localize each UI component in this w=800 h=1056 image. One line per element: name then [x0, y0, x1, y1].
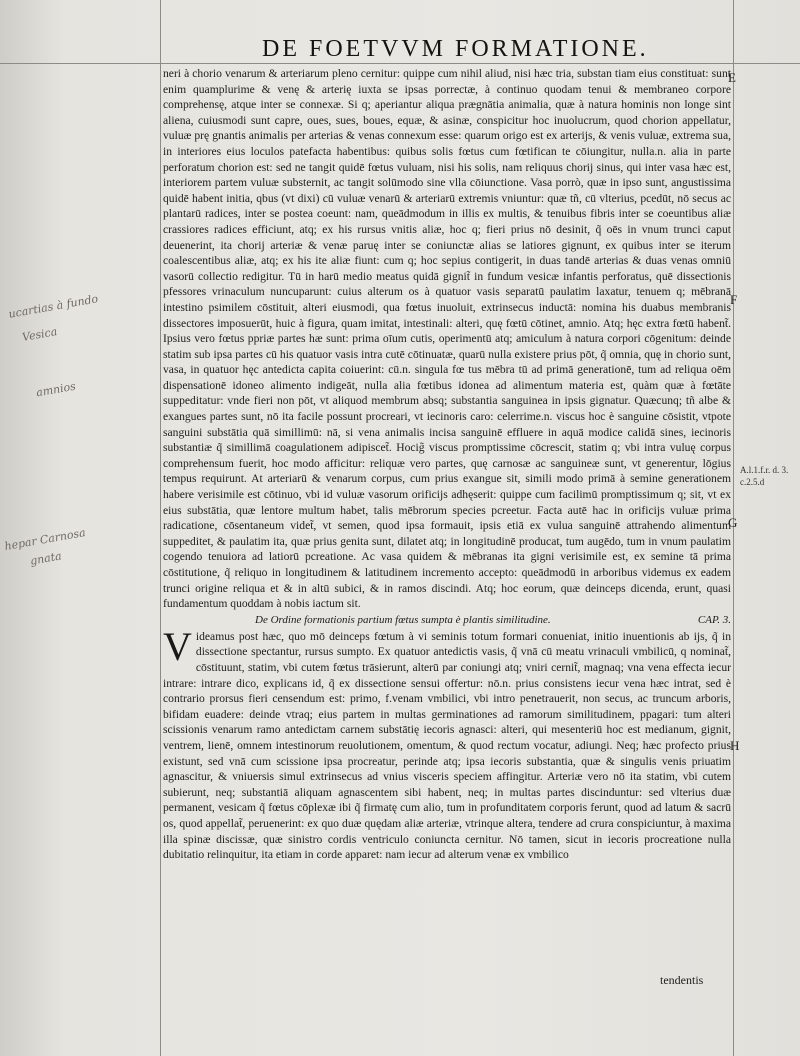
margin-letter-g: G — [728, 515, 738, 530]
margin-letter-h: H — [730, 738, 740, 753]
dropcap: V — [163, 623, 192, 669]
paragraph-1: neri à chorio venarum & arteriarum pleno cernitur: quippe cum nihil aliud, nisi hæc tria, substan tiam eius constituat: sunt enim quamplurime & venę & arterię iuxta se ipsas porrectæ, à continuo quodam tenui & membraneo corpore comprehensę, atque inter se connexæ. Si q; aperiantur aliqua prægnātia animalia, quæ à natura hominis non longe sint aliena, cuiusmodi sunt capre, oues, sues, boues, equæ, & asinæ, conspicitur hoc inuolucrum, quod chorion appellatur, vuluæ prę gnantis animalis per arterias & venas connexum esse: quarum origo est ex arterijs, & venis vuluæ, extrema sua, in interiores eius loculos patefacta habentibus: quibus solis fœtus cum fœtifican te cōiungitur, nulla.n. alia in parte perforatum chorion est: sed ne tangit quidē fœtus vuluam, nisi his solis, nam reliquus chorij sinus, qui inter vasa hæc est, interiorem partem vuluæ substernit, ac tangit solūmodo sine vlla cōiunctione. Vasa porrò, quæ in ipso sunt, angustissima quidē habent initia, qbus (vt dixi) cū vuluæ venarū & arteriarū extremis vniuntur: quæ tñ, cū vlterius, pcedūt, nō secus ac plantarū radices, inter se postea coeunt: nam, queādmodum in illis ex multis, & tenuibus fibris inter se coeuntibus aliæ crassiores radices efficiunt, atq; ex his rursus vnitis aliæ, hoc q; fieri prius nō desinit, q̃ oēs in vnum trunci caput deuenerint, ita chorij arteriæ & venæ paruę inter se coniunctæ alias se latiores gignunt, ex quibus inter se iterum coalescentibus aliæ, atq; ex his ite aliæ fiunt: cum q; hoc sepius contigerit, in duas tandē arterias & duas venas omniū vasorū collectio redigitur. Tū in harū medio meatus quidā gignit̃ in fundum vesicæ infantis perforatus, quē dissectionis pfessores vrinaculum nuncuparunt: cuius alterum os à quatuor vasis separatū paulatim laxatur, tenuem q; mēbranā intestino psimilem cōstituit, alteri eiusmodi, qua fœtus inuoluit, extrinsecus inductā: nomina his duabus membranis dissectores imposuerūt, huic à figura, quam imitat, intestinali: alteri, quę fœtū cōtinet, amnio. Atq; hęc extra fœtū habent̃. Ipsius vero fœtus ppriæ partes hæ sunt: prima oīum cutis, operimentū atq; amiculum à natura corpori cōgenitum: deinde statim sub ipsa partes cū his quatuor vasis intra cutē cōtinuatæ, quarū nulla existere prius pōt, q̃ omnia, quę in chorio sunt, vasa, in quatuor hęc antedicta capita coiuerint: cū.n. singula fœ tus mēbra tū ad primā generationē, tum ad reliqua oēm dispensationē idoneo alimento indigeāt, nulla alia fœtibus idonea ad alimentum materia est, quàm quæ à fœtāte suppeditatur: vnde fieri non pōt, vt aliquod membrum absq; substantia sanguinea in ipsis gignatur. Quæcunq; tñ albe & exangues partes sunt, nō ita facile possunt procreari, vt iecinoris caro: celerrime.n. viscus hoc è sanguine cōsistit, vtpote sanguini substātia quā simillimū: nā, si vena animalis incisa sanguinē effluere in aquā modice calidā sines, iecinoris substantiæ q̃ simillimā coagulationem adipiscet̃. Hocig̃ viscus promptissime cōcrescit, statim q; vbi intra vuluę corpus comprehensum fuerit, hoc modo afficitur: reliquæ vero partes, quę carnosæ ac sanguineæ sunt, vt generentur, lōgius tempus requirunt. At arteriarū & venarum corpus, cum prius exangue sit, simili modo primā à semine generationem habere verisimile est cōtinuo, vbi id vuluæ vasorum orificijs adhęserit: quippe cum facilimū promptissimum q; sit, vt ex eius substātia, quæ lentore multum habet, talis mēbrorum species pcreetur. Facta autē hac in orificijs vuluæ prima radicatione, cōsentaneum videt̃, vt semen, quod ipsa formauit, ipsis etiā ex vulua sanguinē attrahendo alimentum suppeditet, & paulatim ita, quæ prius genita sunt, dilatet atq; in longitudinē producat, tum augēdo, tum in vnum paulatim cogendo tenuiora ad latiorū pcreatione. Ac vasa quidem & mēbranas ita gigni verisimile est, ex semine tā prima cōstitutione, q̃ reliquo in longitudinem & latitudinem incremento accepto: queādmodū in arboribus videmus ex eadem trunci origine reliqua et & in altū subici, & in ramos discindi. Atq; hoc eorum, quæ deinceps dicenda, erunt, quasi fundamentum quoddam à nobis iactum sit. — [163, 67, 731, 611]
running-head: DE FOETVVM FORMATIONE. — [262, 36, 649, 62]
handwritten-note-4: hepar Carnosa — [3, 525, 87, 554]
margin-letter-e: E — [728, 70, 736, 85]
column-rule-left — [160, 0, 161, 1056]
catchword: tendentis — [660, 973, 704, 987]
handwritten-note-2: Vesica — [21, 325, 59, 344]
margin-reference: A.l.1.f.r. d. 3. c.2.5.d — [740, 465, 789, 487]
paragraph-2-text: ideamus post hæc, quo mō deinceps fœtum à vi seminis totum formari conueniat, initio inuentionis ab ijs, q̃ in dissectione spectantur, rursus sumpto. Ex quatuor antedictis vasis, q̃ vnā cū meatu vrinaculi vmbilicū, q nominat̃, cōstituunt, statim, vbi cutem fœtus trāsierunt, alterū par coniungi atq; vniri cernit̃, magnaq; vna vena effecta iecur intrare: intrare dico, explicans id, q̃ ex dissectione sensui offertur: nō.n. prius consistens iecur vena hæc intrat, sed è contrario prorsus fieri censendum est: primo, f.venam vmbilici, vbi intro penetrauerit, non secus, ac truncum arboris, bifidam euadere: deinde vtraq; eius partem in multas germinationes ad ramorum similitudinem, ppagari: tum alteri scissionis venarum ramo antedictam carnem substātię iecoris agnasci: alteri, qui mesenteriū hoc est medianum, gignit, ventrem, lienē, omnem intestinorum reuolutionem, omentum, & quod rectum vocatur, adiungi. Neq; hæc profecto prius existunt, sed vnā cum scissione ipsa procreatur, perinde atq; ipsa iecoris substantia, quæ & singulis venis priuatim agnascitur, & vniuersis simul extrinsecus ad vnius visceris speciem affingitur. Arteriæ vero nō ita statim, vbi cutem subierunt, neq; substantiā aliquam agnascentem sibi habent, neq; in multas partes discinduntur: sed vlterius duæ permanent, vesicam q̃ fœtus cōplexæ ibi q̃ firmatę cum alio, tum in profunditatem corporis ferunt, quod ad latum & sacrū os, quod appellat̃, peruenerint: ex quo duæ quędam aliæ arteriæ, vtrinque altera, tendere ad crura conspiciuntur, à maxima illa spinæ discissæ, quæ sinistro cordis ventriculo coniuncta cernitur. Nō tamen, sicut in iecoris procreatione nulla dubitatio relinquitur, ita etiam in corde apparet: nam iecur ad alterum venæ ex vmbilico — [163, 629, 731, 862]
head-rule — [0, 63, 800, 64]
main-text-block — [163, 66, 731, 863]
chapter-title: De Ordine formationis partium fœtus sumpta è plantis similitudine. — [255, 613, 551, 626]
handwritten-note-1: ucartias à fundo — [7, 292, 100, 321]
handwritten-note-3: amnios — [35, 379, 77, 400]
chapter-number: CAP. 3. — [697, 613, 731, 626]
handwritten-note-5: gnata — [29, 549, 63, 568]
margin-letter-f: F — [730, 292, 738, 307]
paragraph-2 — [163, 623, 731, 863]
chapter-heading — [255, 613, 731, 628]
